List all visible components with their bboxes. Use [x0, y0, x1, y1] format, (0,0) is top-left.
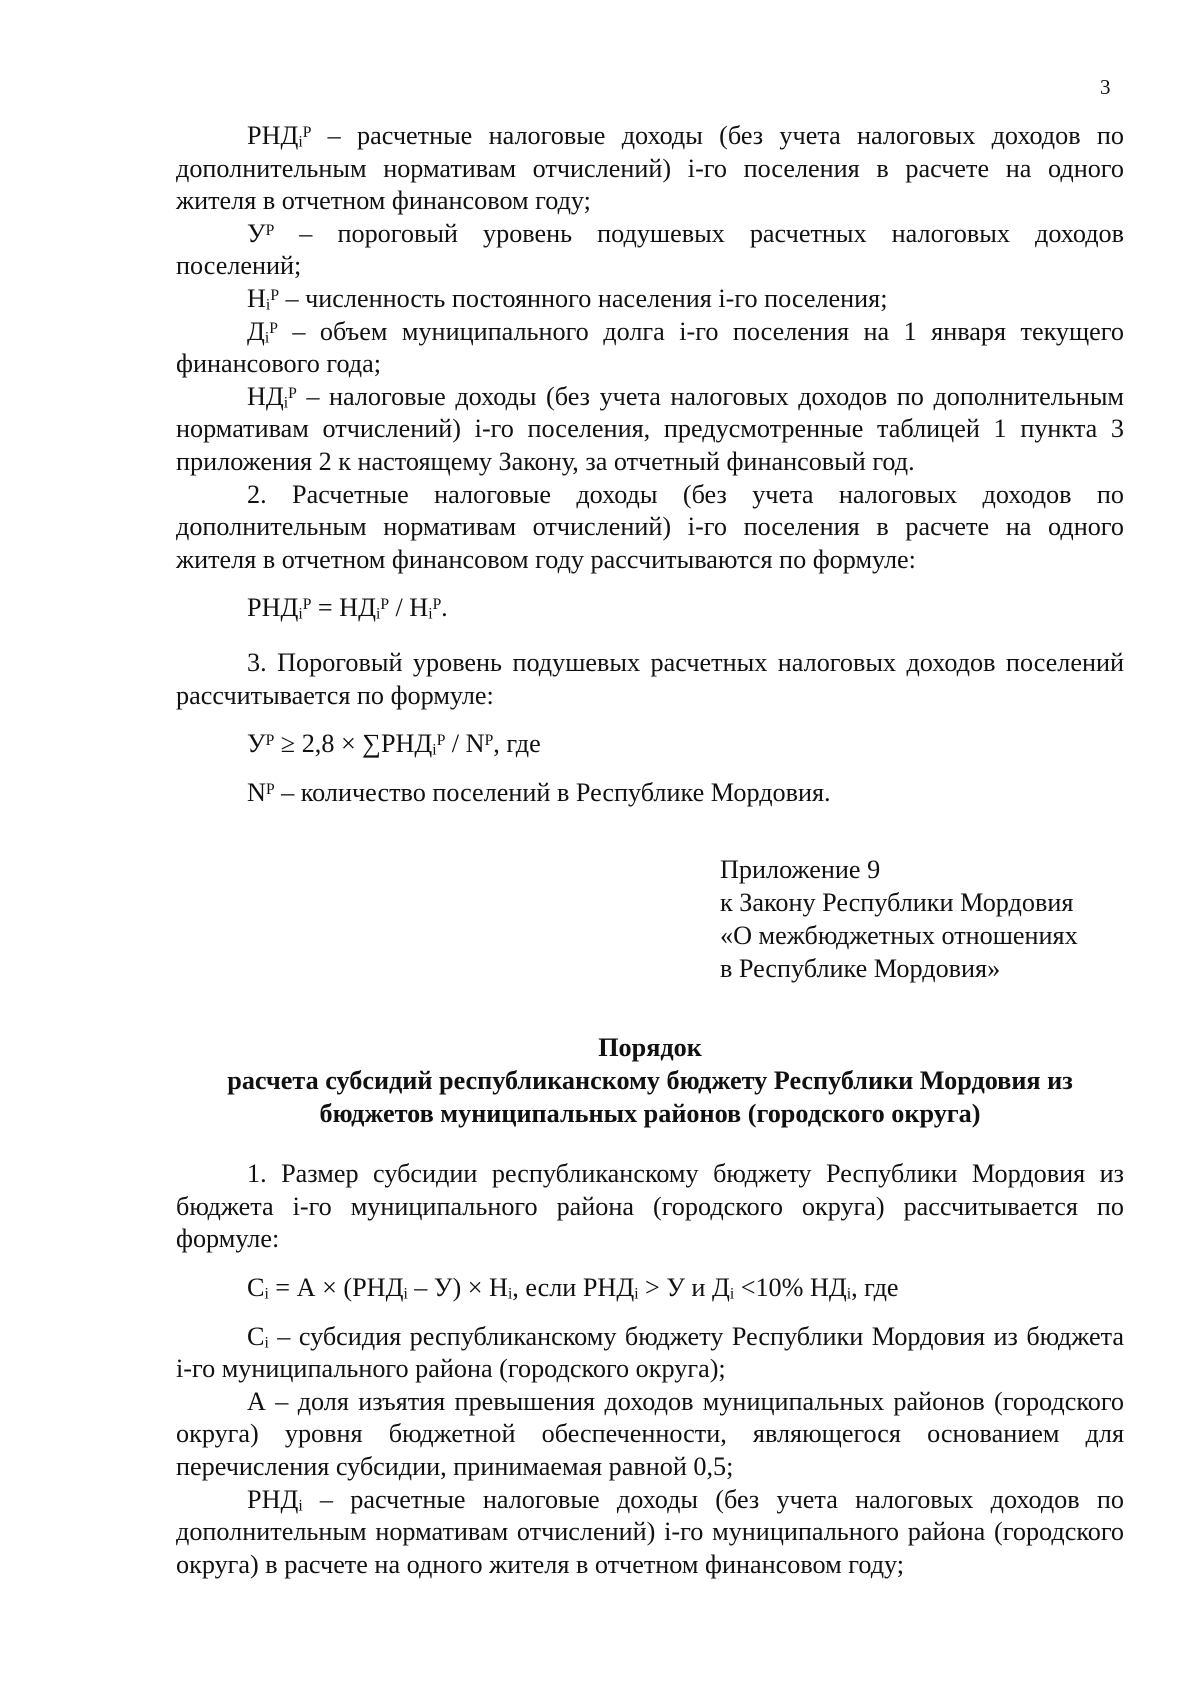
definition-a-share — [176, 1386, 1124, 1484]
page-number: 3 — [1100, 75, 1111, 99]
definition-symbol: А — [247, 1386, 266, 1416]
definition-nd-tax-income — [176, 381, 1124, 479]
formula-threshold: Уᴾ ≥ 2,8 × ∑РНДᵢᴾ / Nᴾ, где — [247, 729, 541, 759]
definition-text: – численность постоянного населения i-го поселения; — [278, 283, 888, 313]
document-body — [176, 120, 1124, 1581]
definition-text: – субсидия республиканскому бюджету Республики Мордовия из бюджета i-го муниципального района (городского округа); — [176, 1321, 1124, 1384]
heading-line: Порядок — [598, 1033, 702, 1063]
section-heading — [176, 1031, 1124, 1130]
definition-c-subsidy — [176, 1321, 1124, 1386]
definition-text: – доля изъятия превышения доходов муниципальных районов (городского округа) уровня бюджетной обеспеченности, являющегося основанием для перечисления субсидии, принимаемая равной 0,5; — [176, 1386, 1124, 1482]
appendix-reference — [720, 853, 1124, 985]
definition-symbol: РНДᵢᴾ — [247, 121, 312, 150]
definition-symbol: Уᴾ — [247, 218, 275, 248]
section-1-paragraph: 1. Размер субсидии республиканскому бюджету Республики Мордовия из бюджета i-го муниципального района (городского округа) рассчитывается по формуле: — [176, 1159, 1124, 1254]
definition-text: – объем муниципального долга i-го поселения на 1 января текущего финансового года; — [176, 316, 1124, 379]
definition-n-count: Nᴾ – количество поселений в Республике Мордовия. — [247, 777, 831, 807]
appendix-line: «О межбюджетных отношениях — [720, 921, 1078, 951]
definition-rnd-district — [176, 1484, 1124, 1582]
appendix-line: к Закону Республики Мордовия — [720, 888, 1074, 918]
heading-line: расчета субсидий республиканскому бюджету Республики Мордовия из — [227, 1066, 1073, 1096]
definition-symbol: Нᵢᴾ — [247, 283, 279, 313]
definition-text: – налоговые доходы (без учета налоговых доходов по дополнительным нормативам отчислений) i-го поселения, предусмотренные таблицей 1 пункта 3 приложения 2 к настоящему Закону, за отчетный финансовый год. — [176, 381, 1124, 476]
definition-symbol: Cᵢ — [247, 1321, 269, 1351]
item-3-paragraph: 3. Пороговый уровень подушевых расчетных налоговых доходов поселений рассчитывается по формуле: — [176, 647, 1124, 710]
definition-text: – расчетные налоговые доходы (без учета налоговых доходов по дополнительным нормативам отчислений) i-го муниципального района (городского округа) в расчете на одного жителя в отчетном финансовом году; — [176, 1484, 1124, 1579]
definition-symbol: НДᵢᴾ — [247, 381, 297, 411]
definition-symbol: Дᵢᴾ — [247, 316, 278, 346]
appendix-line: в Республике Мордовия» — [720, 954, 1001, 984]
definition-symbol: РНДᵢ — [247, 1484, 303, 1514]
formula-subsidy: Cᵢ = А × (РНДᵢ – У) × Нᵢ, если РНДᵢ > У и Дᵢ <10% НДᵢ, где — [247, 1273, 899, 1303]
definition-text: – пороговый уровень подушевых расчетных налоговых доходов поселений; — [176, 218, 1124, 281]
item-2-paragraph: 2. Расчетные налоговые доходы (без учета налоговых доходов по дополнительным нормативам отчислений) i-го поселения в расчете на одного жителя в отчетном финансовом году рассчитываются по формуле: — [176, 479, 1124, 574]
definition-u-porog — [176, 218, 1124, 283]
formula-rnd: РНДᵢᴾ = НДᵢᴾ / Нᵢᴾ. — [247, 593, 448, 623]
definition-text: – расчетные налоговые доходы (без учета налоговых доходов по дополнительным нормативам отчислений) i-го поселения в расчете на одного жителя в отчетном финансовом году; — [176, 121, 1124, 216]
definition-d-debt — [176, 316, 1124, 381]
definition-rnd-poseleniya — [176, 120, 1124, 218]
definition-n-population — [176, 283, 1124, 316]
appendix-line: Приложение 9 — [720, 855, 881, 885]
heading-line: бюджетов муниципальных районов (городского округа) — [319, 1099, 981, 1129]
